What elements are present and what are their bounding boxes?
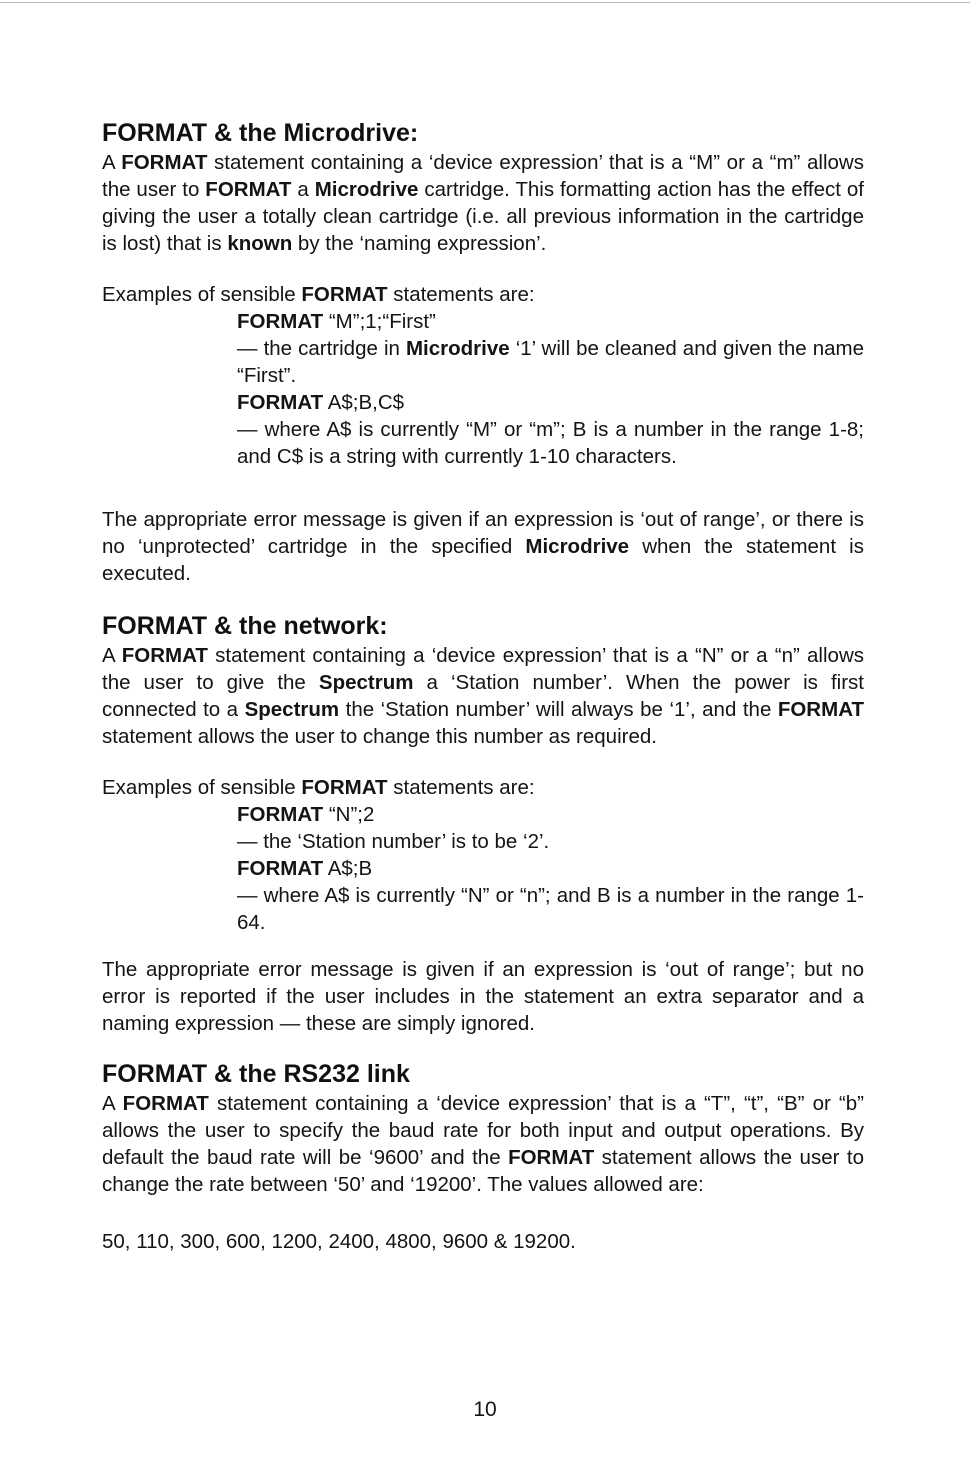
section-rs232 [102, 1059, 864, 1255]
bold-keyword: Microdrive [314, 178, 419, 201]
examples-intro: Examples of sensible FORMAT statements are: [102, 776, 535, 799]
bold-keyword: FORMAT [301, 283, 388, 306]
example-line: — the ‘Station number’ is to be ‘2’. [237, 830, 550, 853]
bold-keyword: Microdrive [405, 337, 510, 360]
baud-rate-values: 50, 110, 300, 600, 1200, 2400, 4800, 9600 & 19200. [102, 1230, 576, 1253]
bold-keyword: FORMAT [301, 776, 388, 799]
bold-keyword: FORMAT [121, 151, 208, 174]
bold-keyword: FORMAT [237, 803, 324, 826]
bold-keyword: Spectrum [244, 698, 340, 721]
example-line: FORMAT A$;B,C$ [237, 391, 405, 414]
example-line: — where A$ is currently “N” or “n”; and B is a number in the range 1-64. [237, 884, 864, 934]
bold-keyword: Spectrum [318, 671, 414, 694]
error-note: The appropriate error message is given if an expression is ‘out of range’; but no error is reported if the user includes in the statement an extra separator and a naming expression — these are simply ignored. [102, 958, 864, 1035]
section-heading: FORMAT & the network: [102, 612, 388, 640]
page-number: 10 [473, 1398, 497, 1421]
section-microdrive [102, 118, 864, 587]
bold-keyword: FORMAT [122, 1092, 209, 1115]
example-line: FORMAT “M”;1;“First” [237, 310, 436, 333]
error-note: The appropriate error message is given if an expression is ‘out of range’, or there is no ‘unprotected’ cartridge in the specified Microdrive when the statement is executed. [102, 508, 864, 585]
page-content [102, 118, 864, 1255]
example-line: — where A$ is currently “M” or “m”; B is a number in the range 1-8; and C$ is a string with currently 1-10 characters. [237, 418, 864, 468]
section-heading: FORMAT & the Microdrive: [102, 119, 419, 147]
bold-keyword: known [227, 232, 293, 255]
example-line: FORMAT A$;B [237, 857, 373, 880]
section-intro: A FORMAT statement containing a ‘device expression’ that is a “M” or a “m” allows the user to FORMAT a Microdrive cartridge. This formatting action has the effect of giving the user a totally clean cartridge (i.e. all previous information in the cartridge is lost) that is known by the ‘naming expression’. [102, 151, 864, 255]
top-rule [0, 2, 970, 3]
bold-keyword: FORMAT [237, 857, 324, 880]
example-line: — the cartridge in Microdrive ‘1’ will be cleaned and given the name “First”. [237, 337, 864, 387]
examples-list [237, 801, 864, 936]
examples-intro: Examples of sensible FORMAT statements are: [102, 283, 535, 306]
section-intro: A FORMAT statement containing a ‘device expression’ that is a “T”, “t”, “B” or “b” allows the user to specify the baud rate for both input and output operations. By default the baud rate will be ‘9600’ and the FORMAT statement allows the user to change the rate between ‘50’ and ‘19200’. The values allowed are: [102, 1092, 864, 1196]
bold-keyword: FORMAT [508, 1146, 595, 1169]
example-line: FORMAT “N”;2 [237, 803, 375, 826]
bold-keyword: FORMAT [237, 391, 324, 414]
section-intro: A FORMAT statement containing a ‘device expression’ that is a “N” or a “n” allows the user to give the Spectrum a ‘Station number’. When the power is first connected to a Spectrum the ‘Station number’ will always be ‘1’, and the FORMAT statement allows the user to change this number as required. [102, 644, 864, 748]
bold-keyword: FORMAT [205, 178, 292, 201]
examples-list [237, 308, 864, 470]
bold-keyword: Microdrive [525, 535, 630, 558]
bold-keyword: FORMAT [777, 698, 864, 721]
bold-keyword: FORMAT [237, 310, 324, 333]
section-heading: FORMAT & the RS232 link [102, 1060, 410, 1088]
bold-keyword: FORMAT [121, 644, 208, 667]
section-network [102, 611, 864, 1037]
